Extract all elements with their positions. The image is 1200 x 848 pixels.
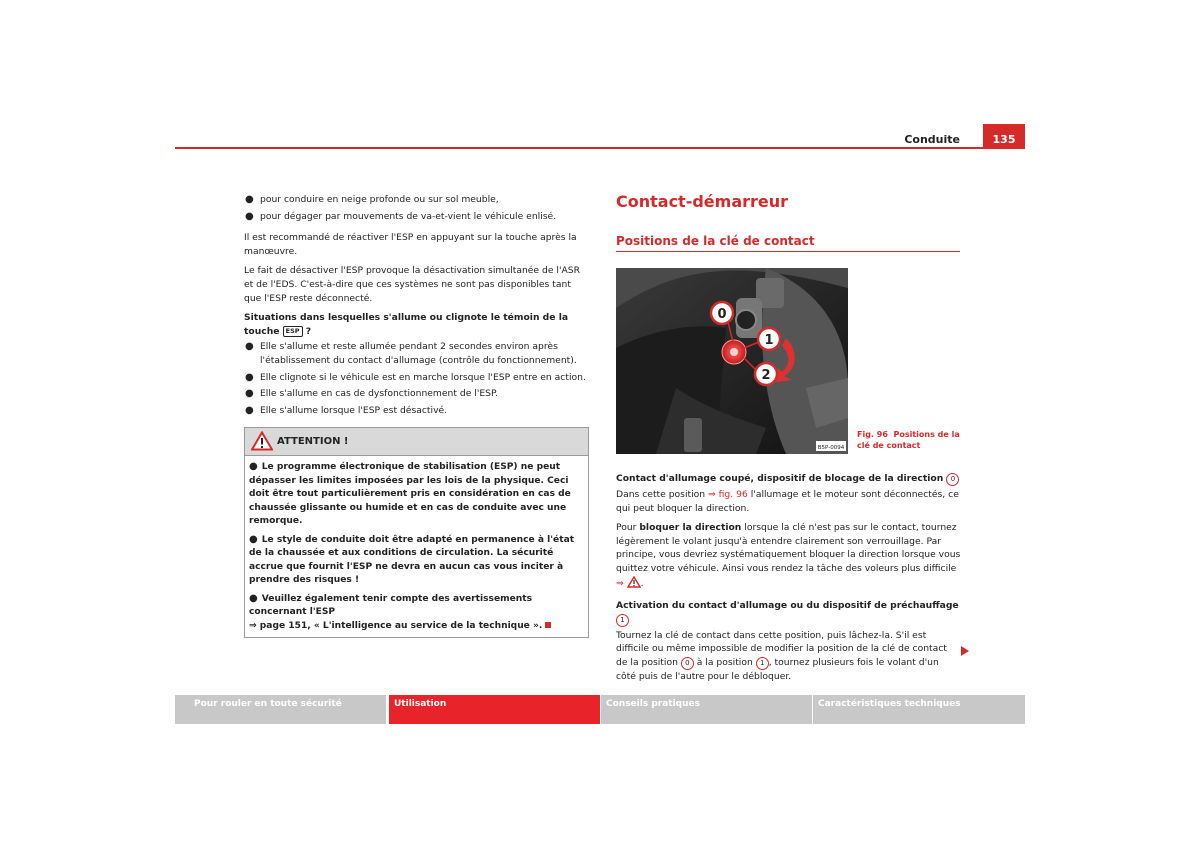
paragraph: Pour bloquer la direction lorsque la clé n'est pas sur le contact, tournez légèrement le volant jusqu'à entendre clairement son verrouillage. Par principe, vous devriez systématiquement bloquer la direction lorsque vous quittez votre véhicule. Ainsi vous rendez la tâche des voleurs plus difficile ⇒ .	[616, 522, 961, 589]
running-header-section: Conduite	[904, 133, 960, 146]
tab-practical-advice[interactable]: Conseils pratiques	[601, 695, 812, 724]
warning-title: ATTENTION !	[277, 436, 349, 448]
end-marker-icon	[545, 622, 551, 628]
section-subtitle: Positions de la clé de contact	[616, 234, 815, 248]
tab-technical-specs[interactable]: Caractéristiques techniques	[813, 695, 1025, 724]
position-label-1	[758, 328, 780, 350]
figure-link[interactable]: ⇒ fig. 96	[708, 489, 748, 500]
paragraph: Tournez la clé de contact dans cette position, puis lâchez-la. S'il est difficile ou même impossible de modifier la position de la clé de contact de la position 0 à la position 1 , tournez plusieurs fois le volant d'un côté puis de l'autre pour le débloquer.	[616, 629, 947, 682]
svg-text:0: 0	[717, 307, 727, 322]
list-item: ● pour dégager par mouvements de va-et-vient le véhicule enlisé.	[245, 210, 557, 222]
subtitle-rule	[616, 251, 960, 252]
bullet-icon: ●	[245, 210, 254, 222]
ignition-figure	[616, 268, 848, 454]
position-0-icon: 0	[946, 473, 959, 486]
warning-header	[245, 428, 588, 456]
section-title: Contact-démarreur	[616, 192, 789, 211]
svg-text:2: 2	[761, 368, 771, 383]
situations-heading: Situations dans lesquelles s'allume ou clignote le témoin de la touche ESP ?	[244, 312, 569, 337]
header-rule	[175, 147, 1025, 149]
bullet-icon: ●	[249, 461, 258, 473]
page-reference-link[interactable]: page 151, « L'intelligence au service de la technique ».	[259, 620, 543, 631]
ignition-illustration	[616, 268, 848, 454]
list-item: ● Elle s'allume en cas de dysfonctionnement de l'ESP.	[245, 388, 499, 400]
warning-body	[245, 456, 588, 637]
bullet-icon: ●	[245, 404, 254, 416]
position-0-icon: 0	[681, 657, 694, 670]
warning-item: ● Le style de conduite doit être adapté en permanence à l'état de la chaussée et aux conditions de circulation. La sécurité accrue que fournit l'ESP ne devra en aucun cas vous inciter à prendre des risques !	[249, 533, 575, 586]
position-label-2	[755, 363, 777, 385]
continue-arrow-icon	[961, 646, 969, 656]
bullet-icon: ●	[249, 533, 258, 545]
warning-reference-arrow[interactable]: ⇒	[616, 577, 624, 589]
figure-caption: Fig. 96 Positions de la clé de contact	[857, 430, 960, 450]
position-label-0	[711, 302, 733, 324]
right-column	[616, 472, 961, 690]
subsection-heading: Activation du contact d'allumage ou du dispositif de préchauffage 1	[616, 599, 961, 627]
tab-utilisation[interactable]: Utilisation	[389, 695, 600, 724]
warning-item: ● Le programme électronique de stabilisation (ESP) ne peut dépasser les limites imposées par les lois de la physique. Ceci doit être tout particulièrement pris en considération en cas de chaussée glissante ou humide et en cas de conduite avec une remorque.	[249, 461, 571, 527]
list-item: ● Elle s'allume lorsque l'ESP est désactivé.	[245, 404, 448, 416]
svg-text:1: 1	[764, 333, 774, 348]
paragraph: Il est recommandé de réactiver l'ESP en appuyant sur la touche après la manœuvre.	[244, 232, 577, 257]
bullet-icon: ●	[245, 371, 254, 383]
warning-triangle-icon	[627, 576, 641, 588]
reference-arrow: ⇒	[249, 620, 257, 631]
esp-button-icon: ESP	[283, 326, 303, 337]
bullet-icon: ●	[245, 194, 254, 205]
tab-safety[interactable]: Pour rouler en toute sécurité	[175, 695, 386, 724]
warning-triangle-icon	[251, 431, 273, 451]
left-column	[244, 193, 589, 638]
warning-item: ● Veuillez également tenir compte des avertissements concernant l'ESP ⇒ page 151, « L'intelligence au service de la technique ».	[249, 592, 584, 634]
page-number: 135	[983, 124, 1025, 149]
subsection-heading: Contact d'allumage coupé, dispositif de blocage de la direction 0	[616, 472, 961, 486]
figure-code: B5P-0094	[817, 445, 845, 451]
bullet-icon: ●	[245, 388, 254, 400]
position-1-icon: 1	[616, 614, 629, 627]
list-item: ● pour conduire en neige profonde ou sur sol meuble,	[245, 194, 499, 205]
list-item: ● Elle clignote si le véhicule est en marche lorsque l'ESP entre en action.	[245, 371, 586, 383]
paragraph: Le fait de désactiver l'ESP provoque la désactivation simultanée de l'ASR et de l'EDS. C'est-à-dire que ces systèmes ne sont pas disponibles tant que l'ESP reste déconnecté.	[244, 265, 580, 304]
bullet-icon: ●	[245, 341, 254, 353]
warning-box	[244, 427, 589, 638]
list-item: ● Elle s'allume et reste allumée pendant 2 secondes environ après l'établissement du contact d'allumage (contrôle du fonctionnement).	[245, 341, 577, 366]
paragraph: Dans cette position ⇒ fig. 96 l'allumage et le moteur sont déconnectés, ce qui peut bloquer la direction.	[616, 489, 959, 514]
bullet-icon: ●	[249, 592, 258, 604]
position-1-icon: 1	[756, 657, 769, 670]
